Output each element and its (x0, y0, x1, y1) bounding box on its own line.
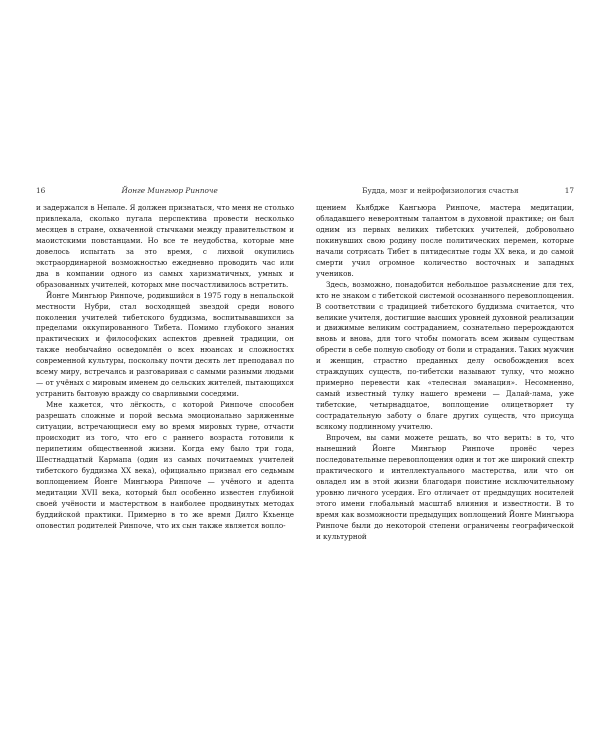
paragraph: щением Кьябдже Кангьюра Ринпоче, мастера медитации, обладавшего невероятным талантом в духовной практике; он был одним из первых великих тибетских учителей, добровольно покинувших свою родину после политических перемен, которые начали сотрясать Тибет в пятидесятые годы XX века, и до самой смерти учил огромное количество восточных и западных учеников. (316, 203, 574, 278)
right-page-number: 17 (564, 186, 574, 195)
paragraph: Здесь, возможно, понадобится небольшое разъяснение для тех, кто не знаком с тибетской системой осознанного перевоплощения. В соответствии с традицией тибетского буддизма считается, что великие учителя, достигшие высших уровней духовной реализации и движимые великим состраданием, сознательно перерождаются вновь и вновь, для того чтобы помогать всем живым существам обрести в себе полную свободу от боли и страдания. Таких мужчин и женщин, страстно преданных делу освобождения всех страждущих существ, по-тибетски называют тулку, что можно примерно перевести как «телесная эманация». Несомненно, самый известный тулку нашего времени — Далай-лама, уже тибетские, четырнадцатое, воплощение олицетворяет ту сострадательную заботу о благе других существ, что присуща всякому подлинному учителю. (316, 279, 574, 432)
paragraph: Впрочем, вы сами можете решать, во что верить: в то, что нынешний Йонге Мингьюр Ринпоче пронёс через последовательные перевоплощения один и тот же широкий спектр практического и интеллектуального мастерства, или что он овладел им в этой жизни благодаря поистине исключительному уровню личного усердия. Его отличает от предыдущих носителей этого имени глобальный масштаб влияния и известности. В то время как возможности предыдущих воплощений Йонге Мингьюра Ринпоче были до некоторой степени ограничены географической и культурной (316, 433, 574, 541)
paragraph: и задержался в Непале. Я должен признаться, что меня не столько привлекала, сколько пугала перспектива провести несколько месяцев в стране, охваченной стычками между правительством и маоистскими повстанцами. Но все те неудобства, которые мне довелось испытать за это время, с лихвой окупились экстраординарной возможностью ежедневно проводить час или два в компании одного из самых харизматичных, умных и образованных учителей, которых мне посчастливилось встретить. (36, 203, 294, 289)
right-page-body (316, 203, 574, 543)
left-page-body (36, 203, 294, 532)
right-page (316, 186, 574, 543)
paragraph: Йонге Мингьюр Ринпоче, родившийся в 1975 году в непальской местности Нубри, стал восходящей звездой среди нового поколения учителей тибетского буддизма, воспитывавшихся за пределами оккупированного Тибета. Помимо глубокого знания практических и философских аспектов древней традиции, он также необычайно осведомлён о всех нюансах и сложностях современной культуры, поскольку почти десять лет преподавал по всему миру, встречаясь и разговаривая с самыми разными людьми — от учёных с мировым именем до сельских жителей, пытающихся устранить бытовую вражду со сварливыми соседями. (36, 290, 294, 399)
left-page (36, 186, 294, 532)
paragraph: Мне кажется, что лёгкость, с которой Ринпоче способен разрешать сложные и порой весьма эмоционально заряженные ситуации, встречающиеся ему во время мировых турне, отчасти происходит из того, что его с раннего возраста готовили к перипетиям общественной жизни. Когда ему было три года, Шестнадцатый Кармапа (один из самых почитаемых учителей тибетского буддизма XX века), официально признал его седьмым воплощением Йонге Мингьюра Ринпоче — учёного и адепта медитации XVII века, который был особенно известен глубиной своей учёности и мастерством в наиболее продвинутых методах буддийской практики. Примерно в то же время Дилго Кхьенце оповестил родителей Ринпоче, что их сын также является вопло- (36, 400, 294, 530)
left-page-header (36, 186, 294, 198)
right-running-title: Будда, мозг и нейрофизиология счастья (362, 186, 519, 195)
left-page-number: 16 (36, 186, 46, 195)
right-page-header (316, 186, 574, 198)
left-running-title: Йонге Мингьюр Ринпоче (121, 186, 218, 195)
